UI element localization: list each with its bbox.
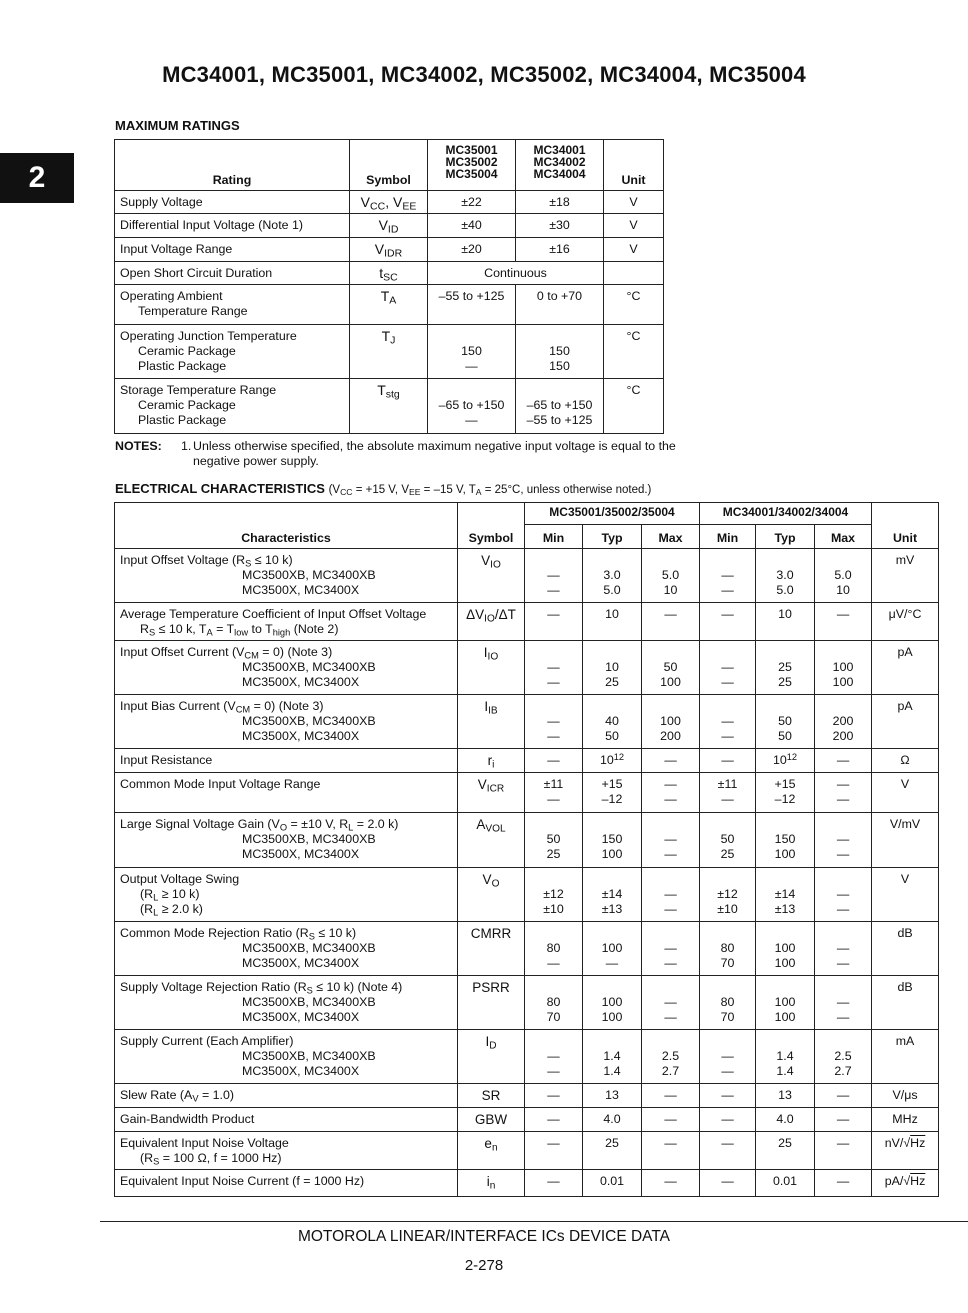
- mc35-max-cell: —: [642, 1132, 700, 1170]
- mc35-max-cell: —: [642, 749, 700, 773]
- mc35-max-cell: —: [642, 1084, 700, 1108]
- mc34-min-cell: ±11 —: [700, 773, 756, 813]
- mc34-min-cell: 50 25: [700, 813, 756, 868]
- mc35-typ-cell: 4.0: [583, 1108, 642, 1132]
- header-typ: Typ: [756, 525, 815, 549]
- mc34-max-cell: — —: [815, 868, 872, 922]
- mc35-typ-cell: 100 100: [583, 976, 642, 1030]
- unit-cell: °C: [604, 379, 664, 434]
- header-unit: Unit: [604, 140, 664, 191]
- mc34-max-cell: — —: [815, 773, 872, 813]
- mc35-typ-cell: 150 100: [583, 813, 642, 868]
- mc34-min-cell: 80 70: [700, 976, 756, 1030]
- value-mc34-cell: ±16: [516, 238, 604, 262]
- mc35-max-cell: — —: [642, 868, 700, 922]
- mc34-min-cell: 80 70: [700, 922, 756, 976]
- mc34-typ-cell: +15 –12: [756, 773, 815, 813]
- value-mc34-cell: –65 to +150 –55 to +125: [516, 379, 604, 434]
- value-mc34-cell: 0 to +70: [516, 285, 604, 325]
- mc35-max-cell: — —: [642, 922, 700, 976]
- value-cell: Continuous: [428, 262, 604, 285]
- rating-row-storage-temperature-range: [115, 379, 664, 434]
- characteristic-cell: Input Bias Current $(V_{CM} = 0)$ (Note 3) MC3500XB, MC3400XB MC3500X, MC3400X: [115, 695, 458, 749]
- char-row-input-resistance: [115, 749, 939, 773]
- characteristic-cell: Average Temperature Coefficient of Input Offset Voltage $R_S \le 10$ k, $T_A = T_{low}$ to $T_{high}$ (Note 2): [115, 603, 458, 641]
- unit-cell: V: [604, 191, 664, 214]
- mc35-max-cell: — —: [642, 813, 700, 868]
- mc35-typ-cell: 100 —: [583, 922, 642, 976]
- mc35-min-cell: —: [525, 1108, 583, 1132]
- mc34-min-cell: — —: [700, 641, 756, 695]
- unit-cell: °C: [604, 325, 664, 379]
- rating-row-input-voltage-range: [115, 238, 664, 262]
- mc34-min-cell: —: [700, 1108, 756, 1132]
- unit-cell: V: [872, 868, 939, 922]
- page-title: MC34001, MC35001, MC34002, MC35002, MC34004, MC35004: [162, 62, 806, 87]
- mc34-typ-cell: 4.0: [756, 1108, 815, 1132]
- mc35-max-cell: — —: [642, 773, 700, 813]
- header-characteristics: Characteristics: [115, 503, 458, 549]
- unit-cell: MHz: [872, 1108, 939, 1132]
- mc35-max-cell: 50 100: [642, 641, 700, 695]
- mc34-min-cell: ±12 ±10: [700, 868, 756, 922]
- characteristic-cell: Input Offset Voltage ($R_S \le 10$ k) MC3500XB, MC3400XB MC3500X, MC3400X: [115, 549, 458, 603]
- char-row-gain-bandwidth-product: [115, 1108, 939, 1132]
- mc34-min-cell: — —: [700, 695, 756, 749]
- characteristic-cell: Supply Current (Each Amplifier) MC3500XB, MC3400XB MC3500X, MC3400X: [115, 1030, 458, 1084]
- char-row-common-mode-rejection-ratio: [115, 922, 939, 976]
- mc34-max-cell: —: [815, 749, 872, 773]
- mc34-max-cell: 200 200: [815, 695, 872, 749]
- rating-row-operating-ambient: [115, 285, 664, 325]
- mc35-min-cell: ±11 —: [525, 773, 583, 813]
- electrical-heading: [115, 481, 651, 496]
- mc34-max-cell: 5.0 10: [815, 549, 872, 603]
- rating-cell: Supply Voltage: [115, 191, 350, 214]
- mc35-typ-cell: 10 25: [583, 641, 642, 695]
- mc34-max-cell: —: [815, 1132, 872, 1170]
- char-row-input-offset-current: [115, 641, 939, 695]
- value-mc35-cell: 150 —: [428, 325, 516, 379]
- char-row-input-bias-current: [115, 695, 939, 749]
- mc34-max-cell: —: [815, 1108, 872, 1132]
- char-row-slew-rate: [115, 1084, 939, 1108]
- mc35-min-cell: —: [525, 1132, 583, 1170]
- characteristic-cell: Output Voltage Swing ($R_L \ge 10$ k) ($R_L \ge 2.0$ k): [115, 868, 458, 922]
- mc34-min-cell: —: [700, 1084, 756, 1108]
- symbol-cell: GBW: [458, 1108, 525, 1132]
- symbol-cell: $r_i$: [458, 749, 525, 773]
- header-mc35: MC35001 MC35002 MC35004: [428, 140, 516, 191]
- unit-cell: pA: [872, 695, 939, 749]
- mc34-typ-cell: ±14 ±13: [756, 868, 815, 922]
- mc34-typ-cell: 150 100: [756, 813, 815, 868]
- mc35-max-cell: 2.5 2.7: [642, 1030, 700, 1084]
- char-row-supply-current: [115, 1030, 939, 1084]
- header-unit: Unit: [872, 503, 939, 549]
- char-row-equivalent-input-noise-current: [115, 1170, 939, 1197]
- symbol-cell: $I_{IB}$: [458, 695, 525, 749]
- value-mc34-cell: ±30: [516, 214, 604, 238]
- symbol-cell: SR: [458, 1084, 525, 1108]
- mc35-min-cell: —: [525, 749, 583, 773]
- unit-cell: Ω: [872, 749, 939, 773]
- symbol-cell: $V_{ID}$: [350, 214, 428, 238]
- mc34-max-cell: — —: [815, 976, 872, 1030]
- symbol-cell: $i_n$: [458, 1170, 525, 1197]
- mc34-max-cell: —: [815, 1170, 872, 1197]
- rating-cell: Differential Input Voltage (Note 1): [115, 214, 350, 238]
- char-row-common-mode-input-voltage-range: [115, 773, 939, 813]
- mc35-typ-cell: $10^{12}$: [583, 749, 642, 773]
- mc34-typ-cell: $10^{12}$: [756, 749, 815, 773]
- mc35-min-cell: 80 70: [525, 976, 583, 1030]
- symbol-cell: CMRR: [458, 922, 525, 976]
- unit-cell: nV/√Hz: [872, 1132, 939, 1170]
- char-row-equivalent-input-noise-voltage: [115, 1132, 939, 1170]
- symbol-cell: $I_{IO}$: [458, 641, 525, 695]
- symbol-cell: $t_{SC}$: [350, 262, 428, 285]
- value-mc35-cell: ±40: [428, 214, 516, 238]
- mc34-min-cell: —: [700, 603, 756, 641]
- symbol-cell: $A_{VOL}$: [458, 813, 525, 868]
- header-group-mc35: MC35001/35002/35004: [525, 503, 700, 525]
- footer-rule: [100, 1221, 968, 1222]
- rating-cell: Storage Temperature Range Ceramic Package Plastic Package: [115, 379, 350, 434]
- characteristic-cell: Input Resistance: [115, 749, 458, 773]
- note-number: 1.: [181, 439, 192, 453]
- rating-row-open-short-circuit-duration: [115, 262, 664, 285]
- mc34-typ-cell: 50 50: [756, 695, 815, 749]
- unit-cell: pA/√Hz: [872, 1170, 939, 1197]
- mc35-max-cell: — —: [642, 976, 700, 1030]
- mc34-max-cell: —: [815, 603, 872, 641]
- char-row-output-voltage-swing: [115, 868, 939, 922]
- note-text: Unless otherwise specified, the absolute maximum negative input voltage is equal to the negative power supply.: [193, 439, 676, 468]
- notes-label: NOTES:: [115, 439, 162, 453]
- mc34-typ-cell: 100 100: [756, 976, 815, 1030]
- footer-text: MOTOROLA LINEAR/INTERFACE ICs DEVICE DATA: [297, 1228, 671, 1245]
- unit-cell: V: [872, 773, 939, 813]
- unit-cell: mA: [872, 1030, 939, 1084]
- mc35-min-cell: 80 —: [525, 922, 583, 976]
- header-max: Max: [642, 525, 700, 549]
- characteristic-cell: Common Mode Rejection Ratio ($R_S \le 10$ k) MC3500XB, MC3400XB MC3500X, MC3400X: [115, 922, 458, 976]
- rating-row-supply-voltage: [115, 191, 664, 214]
- characteristic-cell: Equivalent Input Noise Voltage ($R_S = 100$ Ω, f = 1000 Hz): [115, 1132, 458, 1170]
- mc34-typ-cell: 10: [756, 603, 815, 641]
- mc34-max-cell: — —: [815, 813, 872, 868]
- symbol-cell: $V_{IDR}$: [350, 238, 428, 262]
- mc35-typ-cell: 1.4 1.4: [583, 1030, 642, 1084]
- mc35-min-cell: ±12 ±10: [525, 868, 583, 922]
- symbol-cell: $T_J$: [350, 325, 428, 379]
- mc34-typ-cell: 0.01: [756, 1170, 815, 1197]
- unit-cell: V/μs: [872, 1084, 939, 1108]
- mc35-max-cell: —: [642, 603, 700, 641]
- header-group-mc34: MC34001/34002/34004: [700, 503, 872, 525]
- page-number: 2-278: [464, 1257, 504, 1274]
- value-mc34-cell: 150 150: [516, 325, 604, 379]
- mc35-typ-cell: ±14 ±13: [583, 868, 642, 922]
- characteristic-cell: Supply Voltage Rejection Ratio ($R_S \le 10$ k) (Note 4) MC3500XB, MC3400XB MC3500X, MC3400X: [115, 976, 458, 1030]
- electrical-table: [114, 502, 939, 1197]
- unit-cell: pA: [872, 641, 939, 695]
- symbol-cell: $V_{IO}$: [458, 549, 525, 603]
- mc35-typ-cell: 40 50: [583, 695, 642, 749]
- symbol-cell: PSRR: [458, 976, 525, 1030]
- symbol-cell: $T_{stg}$: [350, 379, 428, 434]
- mc34-max-cell: 2.5 2.7: [815, 1030, 872, 1084]
- symbol-cell: $T_A$: [350, 285, 428, 325]
- mc35-max-cell: —: [642, 1170, 700, 1197]
- value-mc35-cell: –65 to +150 —: [428, 379, 516, 434]
- header-min: Min: [525, 525, 583, 549]
- header-mc34: MC34001 MC34002 MC34004: [516, 140, 604, 191]
- mc34-max-cell: 100 100: [815, 641, 872, 695]
- value-mc35-cell: ±22: [428, 191, 516, 214]
- mc35-typ-cell: 13: [583, 1084, 642, 1108]
- header-max: Max: [815, 525, 872, 549]
- rating-cell: Open Short Circuit Duration: [115, 262, 350, 285]
- mc34-min-cell: —: [700, 749, 756, 773]
- rating-cell: Operating Ambient Temperature Range: [115, 285, 350, 325]
- symbol-cell: $V_{ICR}$: [458, 773, 525, 813]
- mc35-max-cell: —: [642, 1108, 700, 1132]
- header-rating: Rating: [115, 140, 350, 191]
- char-row-input-offset-voltage: [115, 549, 939, 603]
- mc35-max-cell: 5.0 10: [642, 549, 700, 603]
- symbol-cell: $V_O$: [458, 868, 525, 922]
- mc34-typ-cell: 25 25: [756, 641, 815, 695]
- characteristic-cell: Input Offset Current $(V_{CM} = 0)$ (Note 3) MC3500XB, MC3400XB MC3500X, MC3400X: [115, 641, 458, 695]
- mc34-typ-cell: 100 100: [756, 922, 815, 976]
- unit-cell: V/mV: [872, 813, 939, 868]
- value-mc35-cell: –55 to +125: [428, 285, 516, 325]
- symbol-cell: $I_D$: [458, 1030, 525, 1084]
- mc35-typ-cell: 0.01: [583, 1170, 642, 1197]
- mc34-min-cell: — —: [700, 1030, 756, 1084]
- mc35-typ-cell: 3.0 5.0: [583, 549, 642, 603]
- section-tab: 2: [0, 153, 74, 203]
- char-row-average-temperature-coefficient-of-input-offset-voltage: [115, 603, 939, 641]
- rating-row-operating-junction-temperature: [115, 325, 664, 379]
- unit-cell: [604, 262, 664, 285]
- unit-cell: V: [604, 214, 664, 238]
- header-symbol: Symbol: [350, 140, 428, 191]
- max-ratings-table: [114, 139, 664, 434]
- unit-cell: V: [604, 238, 664, 262]
- mc34-max-cell: — —: [815, 922, 872, 976]
- mc34-typ-cell: 3.0 5.0: [756, 549, 815, 603]
- mc34-typ-cell: 1.4 1.4: [756, 1030, 815, 1084]
- symbol-cell: $e_n$: [458, 1132, 525, 1170]
- mc35-min-cell: —: [525, 1084, 583, 1108]
- unit-cell: mV: [872, 549, 939, 603]
- mc34-min-cell: —: [700, 1170, 756, 1197]
- electrical-conditions: ($V_{CC} = +15$ V, $V_{EE} = -15$ V, $T_A = 25^\circ C$, unless otherwise noted.): [328, 484, 652, 498]
- unit-cell: °C: [604, 285, 664, 325]
- value-mc34-cell: ±18: [516, 191, 604, 214]
- mc35-typ-cell: 25: [583, 1132, 642, 1170]
- mc35-min-cell: — —: [525, 1030, 583, 1084]
- mc35-min-cell: — —: [525, 549, 583, 603]
- header-min: Min: [700, 525, 756, 549]
- mc34-typ-cell: 13: [756, 1084, 815, 1108]
- mc34-min-cell: —: [700, 1132, 756, 1170]
- electrical-title: ELECTRICAL CHARACTERISTICS: [115, 481, 325, 496]
- char-row-large-signal-voltage-gain: [115, 813, 939, 868]
- characteristic-cell: Gain-Bandwidth Product: [115, 1108, 458, 1132]
- mc35-min-cell: —: [525, 603, 583, 641]
- mc35-min-cell: — —: [525, 695, 583, 749]
- header-symbol: Symbol: [458, 503, 525, 549]
- mc35-min-cell: —: [525, 1170, 583, 1197]
- value-mc35-cell: ±20: [428, 238, 516, 262]
- char-row-supply-voltage-rejection-ratio: [115, 976, 939, 1030]
- characteristic-cell: Equivalent Input Noise Current (f = 1000 Hz): [115, 1170, 458, 1197]
- characteristic-cell: Large Signal Voltage Gain ($V_O = \pm 10$ V, $R_L = 2.0$ k) MC3500XB, MC3400XB MC3500X, MC3400X: [115, 813, 458, 868]
- symbol-cell: $V_{CC}$, $V_{EE}$: [350, 191, 428, 214]
- rating-cell: Input Voltage Range: [115, 238, 350, 262]
- mc34-min-cell: — —: [700, 549, 756, 603]
- mc35-min-cell: 50 25: [525, 813, 583, 868]
- characteristic-cell: Common Mode Input Voltage Range: [115, 773, 458, 813]
- mc34-typ-cell: 25: [756, 1132, 815, 1170]
- unit-cell: dB: [872, 922, 939, 976]
- notes: [115, 439, 735, 469]
- rating-row-differential-input-voltage: [115, 214, 664, 238]
- symbol-cell: $\Delta V_{IO}/\Delta T$: [458, 603, 525, 641]
- rating-cell: Operating Junction Temperature Ceramic Package Plastic Package: [115, 325, 350, 379]
- mc35-min-cell: — —: [525, 641, 583, 695]
- mc35-typ-cell: +15 –12: [583, 773, 642, 813]
- max-ratings-heading: MAXIMUM RATINGS: [115, 118, 240, 133]
- mc35-max-cell: 100 200: [642, 695, 700, 749]
- mc34-max-cell: —: [815, 1084, 872, 1108]
- header-typ: Typ: [583, 525, 642, 549]
- unit-cell: μV/°C: [872, 603, 939, 641]
- mc35-typ-cell: 10: [583, 603, 642, 641]
- unit-cell: dB: [872, 976, 939, 1030]
- characteristic-cell: Slew Rate $(A_V = 1.0)$: [115, 1084, 458, 1108]
